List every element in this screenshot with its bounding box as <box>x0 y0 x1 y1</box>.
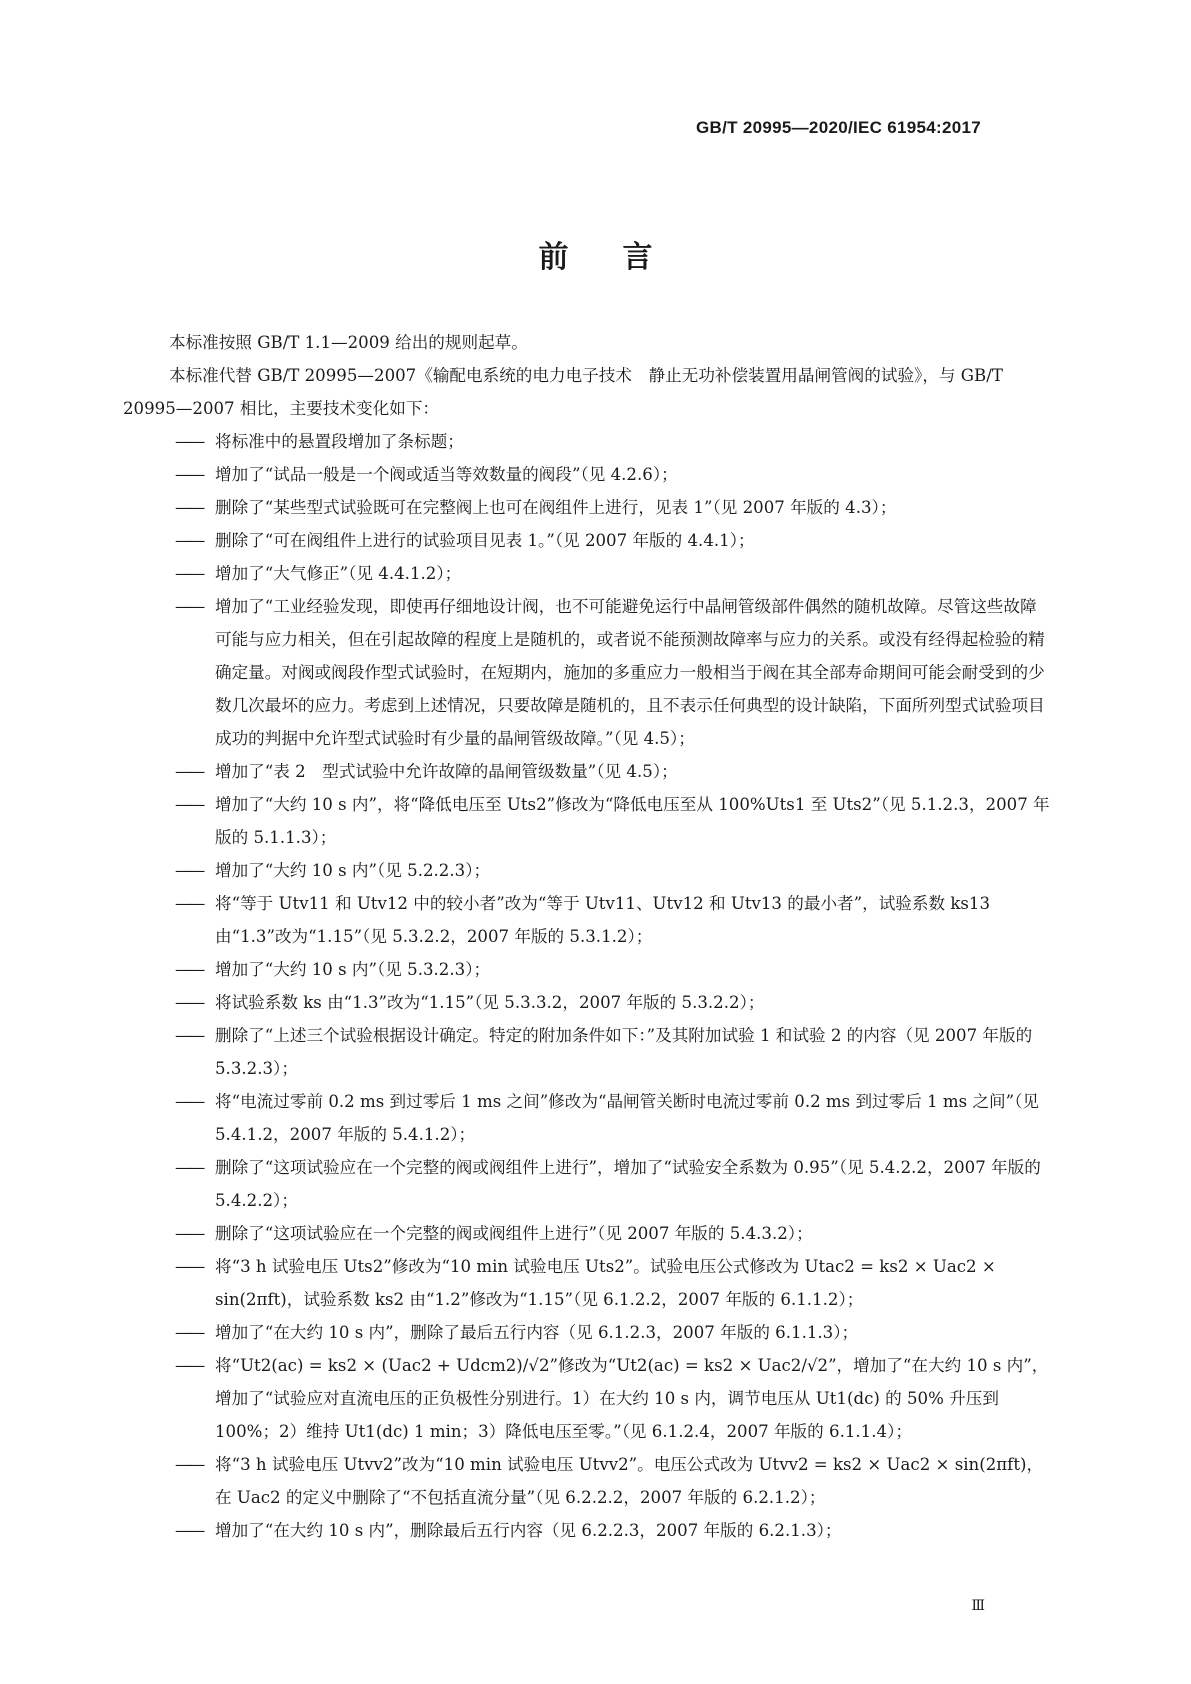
foreword-body <box>123 326 1053 1547</box>
list-item <box>123 1151 1053 1217</box>
list-item <box>123 755 1053 788</box>
list-item <box>123 491 1053 524</box>
paragraph: 本标准按照 GB/T 1.1—2009 给出的规则起草。 <box>169 333 528 352</box>
list-item <box>123 953 1053 986</box>
list-item <box>123 590 1053 755</box>
title-char-1: 前 <box>538 240 569 275</box>
dash-marker: —— <box>175 762 203 781</box>
dash-marker: —— <box>175 1158 203 1177</box>
list-item-text: 删除了“上述三个试验根据设计确定。特定的附加条件如下：”及其附加试验 1 和试验 2 的内容（见 2007 年版的 5.3.2.3）； <box>215 1026 1033 1078</box>
list-item <box>123 1019 1053 1085</box>
list-item-text: 将“3 h 试验电压 Utvv2”改为“10 min 试验电压 Utvv2”。电压公式改为 Utvv2 = ks2 × Uac2 × sin(2πft)，在 Uac2 的定义中删除了“不包括直流分量”（见 6.2.2.2，2007 年版的 6.2.1.2）； <box>215 1455 1044 1507</box>
dash-marker: —— <box>175 1257 203 1276</box>
list-item-text: 增加了“大约 10 s 内”，将“降低电压至 Uts2”修改为“降低电压至从 100%Uts1 至 Uts2”（见 5.1.2.3，2007 年版的 5.1.1.3）； <box>215 795 1050 847</box>
dash-marker: —— <box>175 564 203 583</box>
paragraph: 本标准代替 GB/T 20995—2007《输配电系统的电力电子技术 静止无功补偿装置用晶闸管阀的试验》，与 GB/T 20995—2007 相比，主要技术变化如下： <box>123 366 1003 418</box>
standard-code: GB/T 20995—2020/IEC 61954:2017 <box>696 118 981 137</box>
list-item <box>123 1217 1053 1250</box>
dash-marker: —— <box>175 597 203 616</box>
list-item-text: 删除了“这项试验应在一个完整的阀或阀组件上进行”（见 2007 年版的 5.4.3.2）； <box>215 1224 813 1243</box>
dash-marker: —— <box>175 1356 203 1375</box>
list-item <box>123 788 1053 854</box>
list-item <box>123 1316 1053 1349</box>
list-item-text: 增加了“大气修正”（见 4.4.1.2）； <box>215 564 462 583</box>
dash-marker: —— <box>175 1323 203 1342</box>
dash-marker: —— <box>175 861 203 880</box>
list-item-text: 增加了“表 2 型式试验中允许故障的晶闸管级数量”（见 4.5）； <box>215 762 678 781</box>
list-item-text: 删除了“某些型式试验既可在完整阀上也可在阀组件上进行，见表 1”（见 2007 年版的 4.3）； <box>215 498 897 517</box>
list-item-text: 增加了“工业经验发现，即使再仔细地设计阀，也不可能避免运行中晶闸管级部件偶然的随机故障。尽管这些故障可能与应力相关，但在引起故障的程度上是随机的，或者说不能预测故障率与应力的关系。或没有经得起检验的精确定量。对阀或阀段作型式试验时，在短期内，施加的多重应力一般相当于阀在其全部寿命期间可能会耐受到的少数几次最坏的应力。考虑到上述情况，只要故障是随机的，且不表示任何典型的设计缺陷，下面所列型式试验项目成功的判据中允许型式试验时有少量的晶闸管级故障。”（见 4.5）； <box>215 597 1045 748</box>
list-item <box>123 1349 1053 1448</box>
list-item <box>123 524 1053 557</box>
dash-marker: —— <box>175 531 203 550</box>
list-item <box>123 557 1053 590</box>
list-item <box>123 1448 1053 1514</box>
dash-marker: —— <box>175 1224 203 1243</box>
page-number: Ⅲ <box>971 1598 985 1614</box>
list-item-text: 删除了“可在阀组件上进行的试验项目见表 1。”（见 2007 年版的 4.4.1）； <box>215 531 755 550</box>
list-item <box>123 854 1053 887</box>
list-item <box>123 986 1053 1019</box>
title-char-2: 言 <box>622 240 653 275</box>
dash-marker: —— <box>175 432 203 451</box>
list-item-text: 将“3 h 试验电压 Uts2”修改为“10 min 试验电压 Uts2”。试验电压公式修改为 Utac2 = ks2 × Uac2 × sin(2πft)，试验系数 ks2 由“1.2”修改为“1.15”（见 6.1.2.2，2007 年版的 6.1.1.2）； <box>215 1257 996 1309</box>
list-item <box>123 1085 1053 1151</box>
list-item-text: 将“Ut2(ac) = ks2 × (Uac2 + Udcm2)/√2”修改为“Ut2(ac) = ks2 × Uac2/√2”，增加了“在大约 10 s 内”，增加了“试验应对直流电压的正负极性分别进行。1）在大约 10 s 内，调节电压从 Ut1(dc) 的 50% 升压到 100%；2）维持 Ut1(dc) 1 min；3）降低电压至零。”（见 6.1.2.4，2007 年版的 6.1.1.4）； <box>215 1356 1049 1441</box>
dash-marker: —— <box>175 498 203 517</box>
dash-marker: —— <box>175 1455 203 1474</box>
dash-marker: —— <box>175 1092 203 1111</box>
list-item <box>123 1514 1053 1547</box>
dash-marker: —— <box>175 993 203 1012</box>
list-item <box>123 1250 1053 1316</box>
list-item <box>123 425 1053 458</box>
list-item-text: 删除了“这项试验应在一个完整的阀或阀组件上进行”，增加了“试验安全系数为 0.95”（见 5.4.2.2，2007 年版的 5.4.2.2）； <box>215 1158 1041 1210</box>
dash-marker: —— <box>175 960 203 979</box>
list-item-text: 将“电流过零前 0.2 ms 到过零后 1 ms 之间”修改为“晶闸管关断时电流过零前 0.2 ms 到过零后 1 ms 之间”（见 5.4.1.2，2007 年版的 5.4.1.2）； <box>215 1092 1040 1144</box>
list-item-text: 增加了“在大约 10 s 内”，删除了最后五行内容（见 6.1.2.3，2007 年版的 6.1.1.3）； <box>215 1323 859 1342</box>
list-item-text: 增加了“试品一般是一个阀或适当等效数量的阀段”（见 4.2.6）； <box>215 465 678 484</box>
dash-marker: —— <box>175 894 203 913</box>
list-item <box>123 887 1053 953</box>
list-item-text: 增加了“大约 10 s 内”（见 5.3.2.3）； <box>215 960 491 979</box>
dash-marker: —— <box>175 465 203 484</box>
list-item-text: 将“等于 Utv11 和 Utv12 中的较小者”改为“等于 Utv11、Utv12 和 Utv13 的最小者”，试验系数 ks13 由“1.3”改为“1.15”（见 5.3.2.2，2007 年版的 5.3.1.2）； <box>215 894 991 946</box>
list-item-text: 增加了“大约 10 s 内”（见 5.2.2.3）； <box>215 861 491 880</box>
dash-marker: —— <box>175 1521 203 1540</box>
dash-marker: —— <box>175 1026 203 1045</box>
list-item-text: 增加了“在大约 10 s 内”，删除最后五行内容（见 6.2.2.3，2007 年版的 6.2.1.3）； <box>215 1521 842 1540</box>
list-item-text: 将标准中的悬置段增加了条标题； <box>215 432 464 451</box>
page-title <box>0 232 1191 276</box>
list-item <box>123 458 1053 491</box>
list-item-text: 将试验系数 ks 由“1.3”改为“1.15”（见 5.3.3.2，2007 年版的 5.3.2.2）； <box>215 993 765 1012</box>
dash-marker: —— <box>175 795 203 814</box>
